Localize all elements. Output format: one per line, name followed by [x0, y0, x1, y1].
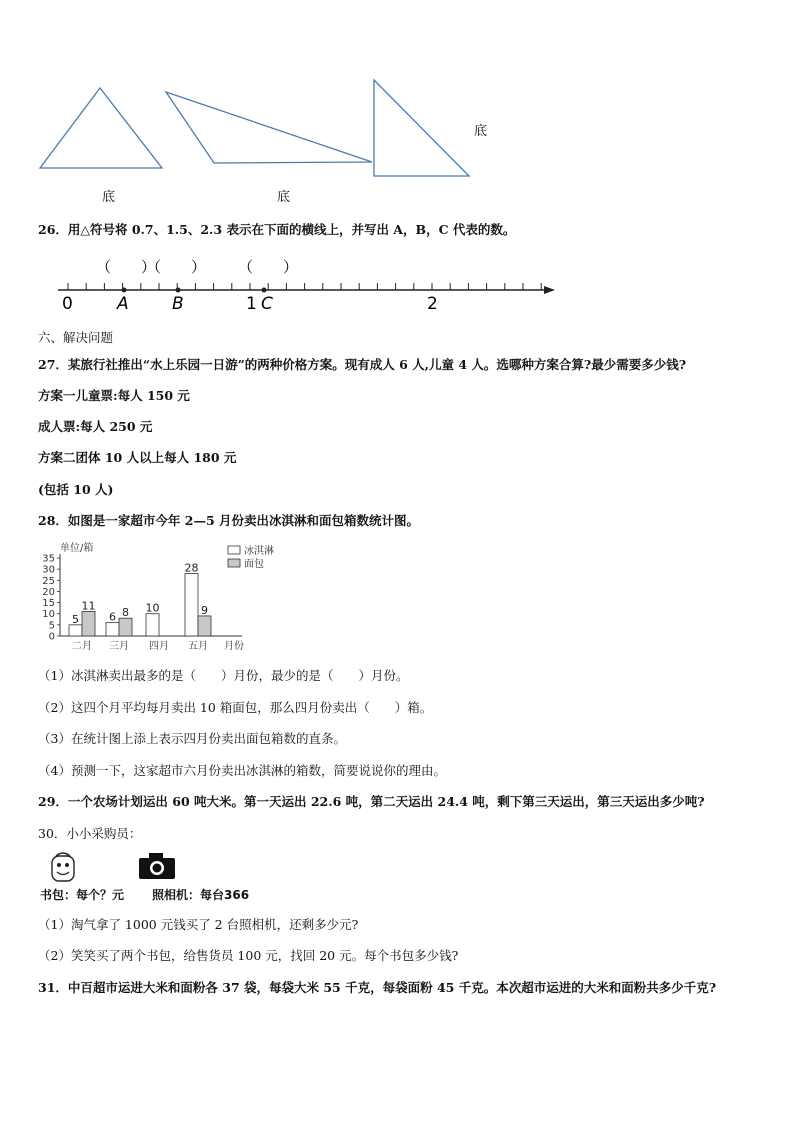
- point-a-label: A: [117, 294, 129, 314]
- question-28-sub-4: （4）预测一下，这家超市六月份卖出冰淇淋的箱数，简要说说你的理由。: [38, 763, 446, 778]
- chart-data-label: 6: [109, 610, 116, 624]
- triangle-1-base-label: 底: [102, 190, 116, 205]
- tick-label-2: 2: [427, 294, 438, 314]
- schoolbag-price: 书包：每个？元: [40, 888, 125, 902]
- triangle-3-base-label: 底: [474, 124, 488, 139]
- question-26: 26．用△符号将 0.7、1.5、2.3 表示在下面的横线上，并写出 A，B，C 代表的数。: [38, 222, 516, 237]
- question-28-sub-1: （1）冰淇淋卖出最多的是（ ）月份，最少的是（ ）月份。: [38, 668, 409, 683]
- chart-bar: [69, 625, 82, 636]
- chart-data-label: 10: [145, 601, 160, 615]
- question-28-sub-3: （3）在统计图上添上表示四月份卖出面包箱数的直条。: [38, 731, 346, 746]
- chart-category-label: 三月: [109, 641, 129, 652]
- number-line-arrow: [544, 286, 555, 294]
- chart-y-tick-label: 0: [48, 631, 55, 643]
- chart-y-tick-label: 30: [42, 564, 55, 576]
- chart-bar: [119, 618, 132, 636]
- chart-x-label: 月份: [224, 641, 244, 652]
- question-27-line-2: 成人票:每人 250 元: [38, 419, 153, 434]
- chart-y-tick-label: 5: [48, 620, 55, 632]
- answer-paren-1: （ ）: [96, 258, 157, 276]
- question-30-sub-2: （2）笑笑买了两个书包，给售货员 100 元，找回 20 元。每个书包多少钱?: [38, 948, 459, 963]
- chart-y-tick-label: 10: [42, 609, 55, 621]
- question-27-line-4: (包括 10 人): [38, 482, 114, 497]
- chart-bar: [185, 574, 198, 636]
- chart-bar: [146, 614, 159, 636]
- question-27-line-1: 方案一儿童票:每人 150 元: [38, 388, 190, 403]
- chart-y-tick-label: 20: [42, 586, 55, 598]
- chart-y-tick-label: 35: [42, 553, 55, 565]
- chart-data-label: 28: [184, 561, 199, 575]
- question-31: 31．中百超市运进大米和面粉各 37 袋，每袋大米 55 千克，每袋面粉 45 千克。本次超市运进的大米和面粉共多少千克?: [38, 980, 717, 995]
- triangle-1: [40, 88, 162, 168]
- question-30: 30．小小采购员：: [38, 826, 142, 841]
- chart-data-label: 11: [81, 599, 96, 613]
- triangle-2: [166, 92, 372, 163]
- bar-chart: [36, 538, 276, 656]
- point-c-dot: [262, 288, 267, 293]
- triangle-2-base-label: 底: [277, 190, 291, 205]
- chart-category-label: 二月: [72, 641, 92, 652]
- chart-data-label: 5: [72, 612, 79, 626]
- chart-y-tick-label: 25: [42, 575, 55, 587]
- legend-swatch-bread: [228, 559, 240, 567]
- chart-y-unit-label: 单位/箱: [60, 543, 94, 554]
- chart-bar: [106, 623, 119, 636]
- question-28: 28．如图是一家超市今年 2—5 月份卖出冰淇淋和面包箱数统计图。: [38, 513, 419, 528]
- question-30-sub-1: （1）淘气拿了 1000 元钱买了 2 台照相机，还剩多少元?: [38, 917, 359, 932]
- tick-label-0: 0: [62, 294, 73, 314]
- legend-label-bread: 面包: [244, 559, 264, 570]
- point-c-label: C: [261, 294, 273, 314]
- camera-icon: [138, 852, 176, 880]
- chart-marks: [42, 554, 242, 653]
- answer-paren-3: （ ）: [238, 258, 299, 276]
- number-line: [50, 250, 560, 314]
- tick-label-1: 1: [246, 294, 257, 314]
- point-b-dot: [176, 288, 181, 293]
- section-title: 六、解决问题: [38, 330, 114, 345]
- legend-label-ice-cream: 冰淇淋: [244, 546, 274, 557]
- chart-data-label: 8: [122, 606, 129, 620]
- question-27: 27．某旅行社推出“水上乐园一日游”的两种价格方案。现有成人 6 人,儿童 4 人。选哪种方案合算?最少需要多少钱?: [38, 357, 687, 372]
- chart-y-tick-label: 15: [42, 598, 55, 610]
- triangle-3: [374, 80, 469, 176]
- question-29: 29．一个农场计划运出 60 吨大米。第一天运出 22.6 吨，第二天运出 24.4 吨，剩下第三天运出，第三天运出多少吨?: [38, 794, 705, 809]
- chart-data-label: 9: [201, 603, 208, 617]
- chart-bar: [82, 611, 95, 636]
- answer-paren-2: （ ）: [146, 258, 207, 276]
- point-a-dot: [122, 288, 127, 293]
- question-27-line-3: 方案二团体 10 人以上每人 180 元: [38, 450, 237, 465]
- chart-category-label: 四月: [149, 641, 169, 652]
- schoolbag-icon: [48, 850, 78, 884]
- point-b-label: B: [172, 294, 184, 314]
- camera-price: 照相机：每台366: [152, 888, 250, 902]
- chart-category-label: 五月: [188, 641, 208, 652]
- chart-bar: [198, 616, 211, 636]
- number-line-ticks: [68, 283, 541, 290]
- question-28-sub-2: （2）这四个月平均每月卖出 10 箱面包，那么四月份卖出（ ）箱。: [38, 700, 433, 715]
- triangle-figures: [0, 70, 520, 190]
- legend-swatch-ice-cream: [228, 546, 240, 554]
